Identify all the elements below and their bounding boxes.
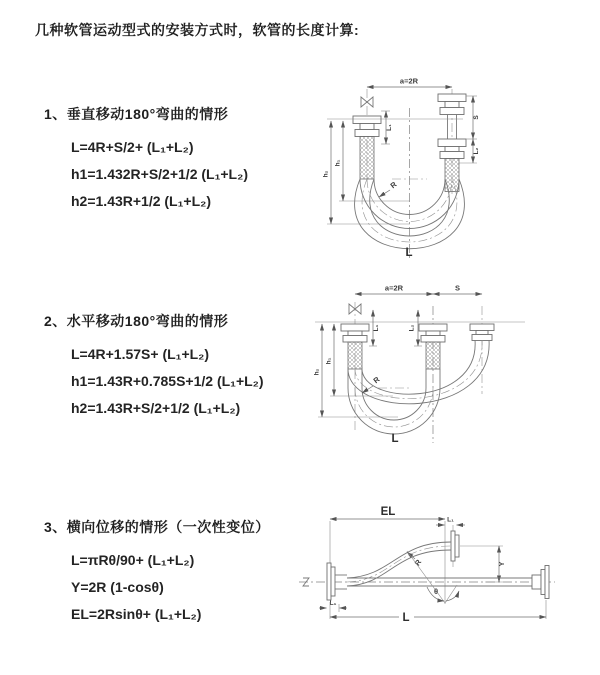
radius-label: R	[371, 374, 382, 386]
dimension-l1	[381, 111, 393, 144]
dim-label-l2: L₂	[408, 324, 416, 332]
formula-line: L=πRθ/90+ (L₁+L₂)	[71, 552, 195, 568]
section-heading: 1、垂直移动180°弯曲的情形	[44, 106, 229, 122]
section-vertical-movement	[44, 104, 248, 215]
formula-line: L=4R+S/2+ (L₁+L₂)	[71, 139, 194, 155]
formula-list	[44, 134, 248, 215]
formula-line: h1=1.432R+S/2+1/2 (L₁+L₂)	[71, 166, 248, 182]
formula-line: h2=1.43R+1/2 (L₁+L₂)	[71, 193, 212, 209]
formula-line: h2=1.43R+S/2+1/2 (L₁+L₂)	[71, 400, 241, 416]
right-pipe-flange	[470, 324, 494, 341]
braided-hose-section	[348, 342, 362, 369]
dim-label-l1: L₁	[447, 516, 454, 524]
dimension-a2r-s	[355, 284, 482, 295]
radius-label: R	[412, 557, 424, 568]
dimension-l1-l2	[369, 310, 422, 346]
deep-u-bend-arcs	[348, 369, 440, 434]
diagram-vertical-180-bend	[300, 62, 596, 264]
formula-line: L=4R+1.57S+ (L₁+L₂)	[71, 346, 210, 362]
valve-icon	[361, 97, 373, 107]
dim-label-a2r: a=2R	[384, 283, 404, 293]
dim-label-el: EL	[380, 506, 396, 518]
length-label: L	[391, 433, 399, 445]
dimension-l1-top	[436, 517, 465, 526]
displaced-hose-s-curve	[347, 542, 451, 586]
dim-label-h2: h₂	[322, 170, 330, 178]
centerlines	[367, 89, 452, 258]
formula-line: Y=2R (1-cosθ)	[71, 579, 164, 595]
top-right-flange	[451, 531, 459, 561]
dim-label-h1: h₁	[325, 357, 333, 365]
formula-line: EL=2Rsinθ+ (L₁+L₂)	[71, 606, 202, 622]
dim-label-s: S	[454, 283, 461, 293]
length-label: L	[405, 247, 413, 259]
dimension-y	[460, 546, 506, 582]
formula-list	[44, 341, 264, 422]
dim-label-l1: L₁	[373, 324, 380, 332]
centerlines	[299, 525, 555, 586]
length-label: L	[402, 612, 410, 624]
radius-callout	[362, 374, 382, 393]
dimension-el	[330, 506, 445, 604]
section-horizontal-movement	[44, 311, 264, 422]
dim-label-l1: L₁	[386, 124, 393, 131]
dim-label-l2: L₂	[473, 147, 480, 155]
dim-label-s: S	[473, 115, 480, 120]
dimension-a2r	[367, 77, 452, 88]
dim-label-l1: L₁	[329, 600, 337, 607]
section-heading: 3、横向位移的情形（一次性变位）	[44, 519, 270, 535]
dim-label-a2r: a=2R	[399, 76, 419, 86]
dimension-l1-left	[319, 600, 347, 612]
radius-label: R	[388, 179, 399, 191]
bottom-left-flange	[327, 563, 347, 600]
left-pipe-flange	[341, 324, 369, 369]
dimension-h1-h2	[323, 119, 464, 224]
middle-pipe-flange	[419, 324, 447, 369]
formula-list	[44, 547, 270, 628]
left-pipe-flange	[353, 116, 381, 179]
page-title: 几种软管运动型式的安装方式时，软管的长度计算:	[35, 22, 360, 38]
radius-callout	[379, 179, 399, 197]
diagram-horizontal-180-bend	[298, 282, 600, 458]
dim-label-y: Y	[497, 561, 506, 567]
section-lateral-displacement	[44, 517, 270, 628]
formula-line: h1=1.43R+0.785S+1/2 (L₁+L₂)	[71, 373, 264, 389]
diagram-lateral-displacement	[293, 499, 599, 643]
dim-label-h2: h₂	[313, 368, 321, 376]
braided-hose-section	[426, 342, 440, 369]
right-pipe-flange	[438, 94, 466, 192]
dimension-l	[330, 600, 546, 624]
dim-label-h1: h₁	[334, 159, 342, 167]
wide-u-bend-arcs	[348, 340, 489, 404]
section-heading: 2、水平移动180°弯曲的情形	[44, 313, 229, 329]
braided-hose-section	[360, 137, 374, 180]
angle-label: θ	[433, 587, 439, 596]
